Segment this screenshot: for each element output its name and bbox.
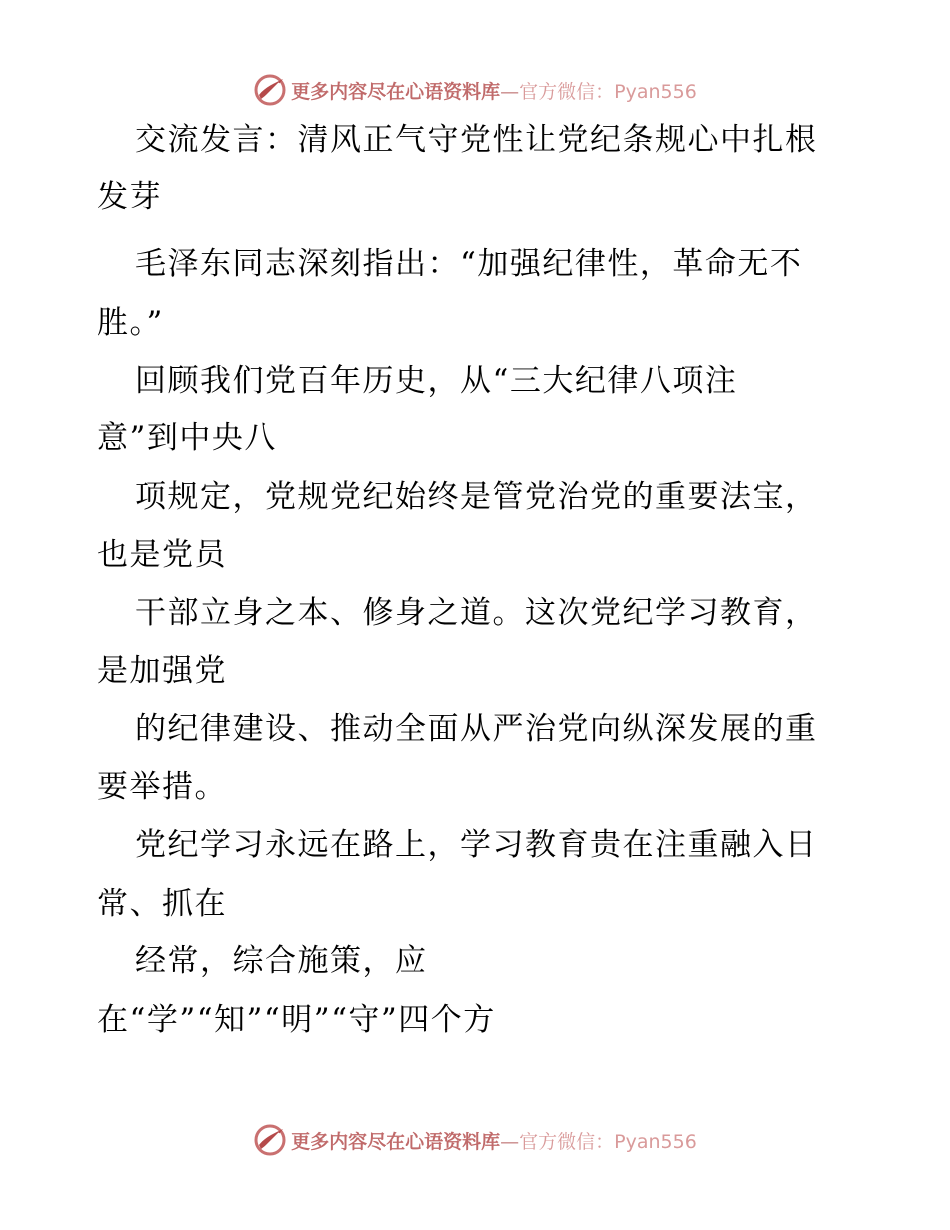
doc-line: 发芽 (97, 179, 162, 215)
doc-line: 项规定，党规党纪始终是管党治党的重要法宝， (135, 479, 818, 515)
doc-line: 意”到中央八 (97, 420, 277, 456)
doc-line: 毛泽东同志深刻指出：“加强纪律性，革命无不 (135, 246, 803, 282)
pen-logo-icon (253, 1123, 287, 1157)
doc-line: 交流发言：清风正气守党性让党纪条规心中扎根 (135, 122, 818, 158)
doc-line: 要举措。 (97, 769, 227, 805)
banner-brand: 更多内容尽在心语资料库 (291, 1130, 501, 1153)
pen-logo-icon (253, 73, 287, 107)
doc-line: 常、抓在 (97, 886, 227, 922)
doc-line: 的纪律建设、推动全面从严治党向纵深发展的重 (135, 711, 818, 747)
banner-wechat: 官方微信：Pyan556 (519, 1130, 697, 1153)
doc-line: 是加强党 (97, 653, 227, 689)
doc-line: 在“学”“知”“明”“守”四个方 (97, 1002, 496, 1038)
banner-separator: — (500, 80, 520, 103)
doc-line: 也是党员 (97, 537, 227, 573)
header-banner (0, 70, 950, 110)
doc-line: 经常，综合施策，应 (135, 943, 428, 979)
doc-line: 干部立身之本、修身之道。这次党纪学习教育， (135, 595, 818, 631)
footer-banner (0, 1120, 950, 1160)
banner-text (291, 77, 697, 104)
doc-line: 回顾我们党百年历史，从“三大纪律八项注 (135, 363, 738, 399)
banner-separator: — (500, 1130, 520, 1153)
banner-wechat: 官方微信：Pyan556 (519, 80, 697, 103)
doc-line: 胜。” (97, 305, 164, 341)
banner-text (291, 1127, 697, 1154)
banner-brand: 更多内容尽在心语资料库 (291, 80, 501, 103)
doc-line: 党纪学习永远在路上，学习教育贵在注重融入日 (135, 827, 818, 863)
